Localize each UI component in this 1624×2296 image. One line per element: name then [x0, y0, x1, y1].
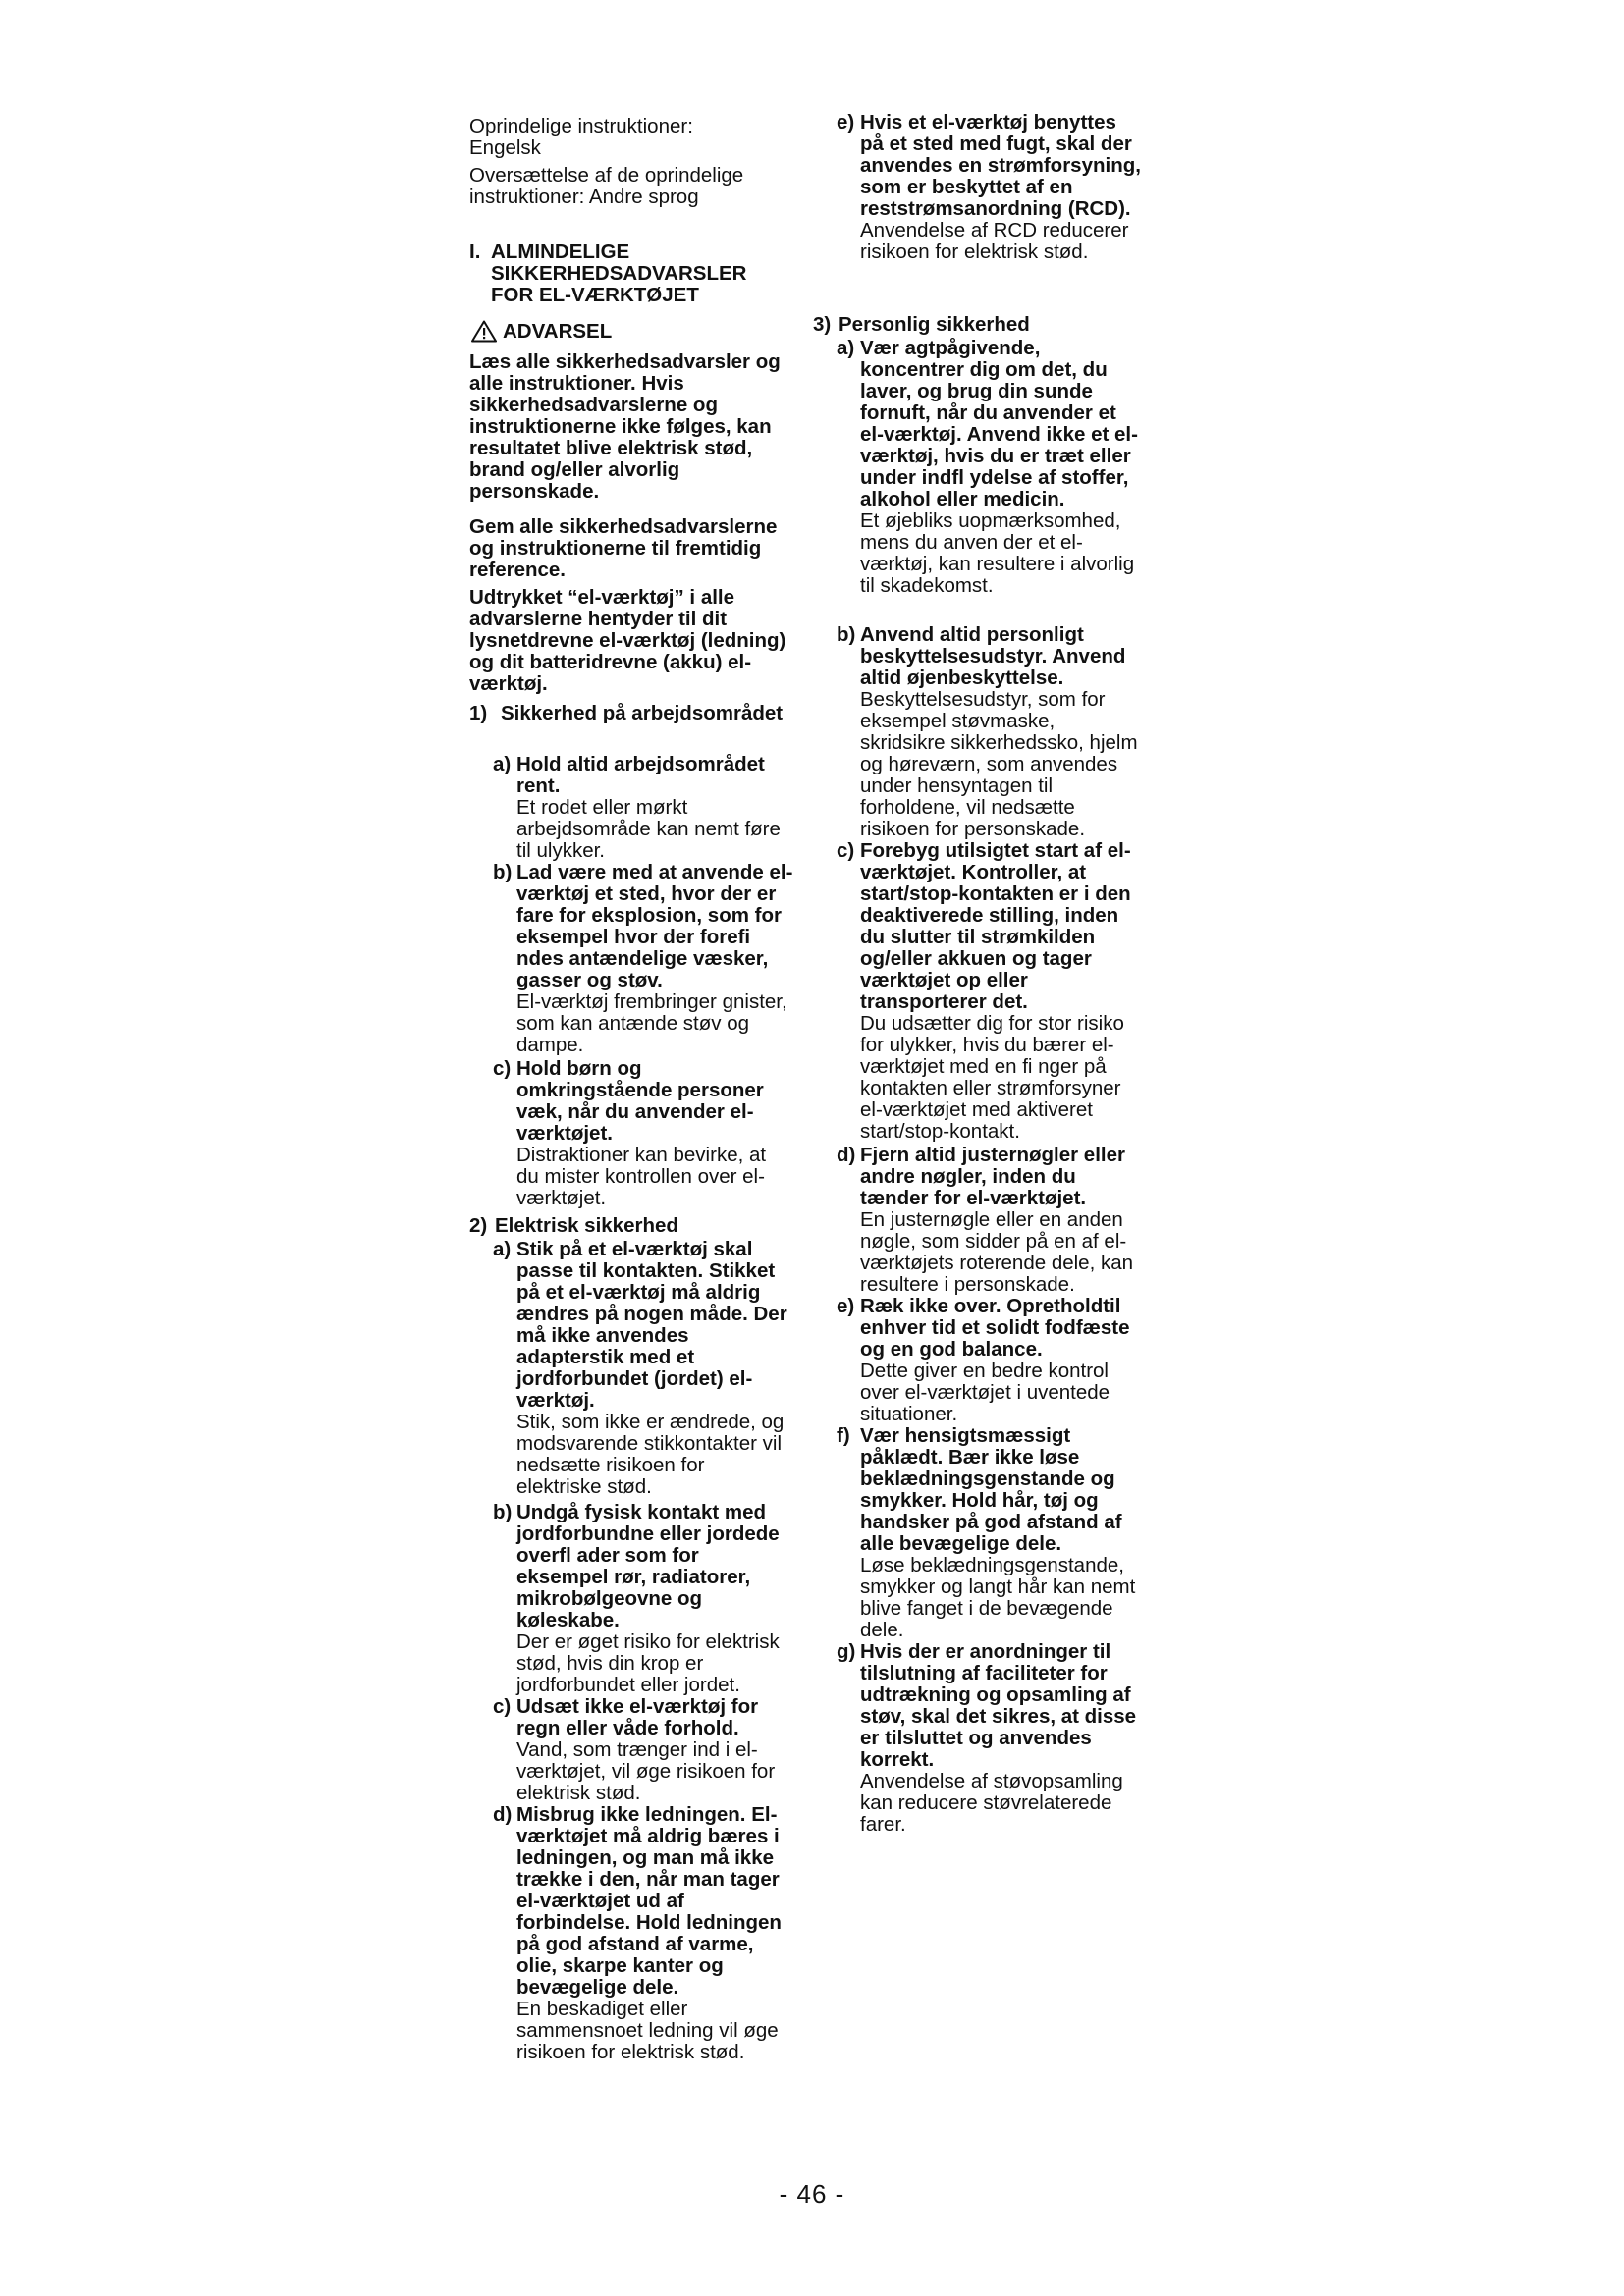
list-item: c) Forebyg utilsigtet start af el-værktøjet. Kontroller, at start/stop-kontakten er i den deaktiverede stilling, inden du slutter til strømkilden og/eller akkuen og tager værktøjet op eller transporterer det. Du udsætter dig for stor risiko for ulykker, hvis du bærer el-værktøjet med en fi nger på kontakten eller strømforsyner el-værktøjet med aktiveret start/stop-kontakt. [837, 840, 1143, 1143]
item-heading: Vær agtpågivende, koncentrer dig om det, du laver, og brug din sunde fornuft, når du anvender et el-værktøj. Anvend ikke et el-værktøj, hvis du er træt eller under indfl ydelse af stoffer, alkohol eller medicin. [860, 337, 1138, 510]
item-heading: Anvend altid personligt beskyttelsesudstyr. Anvend altid øjenbeskyttelse. [860, 623, 1126, 689]
subsection-title: Sikkerhed på arbejdsområdet [501, 702, 784, 724]
list-item: e) Ræk ikke over. Opretholdtil enhver tid et solidt fodfæste og en god balance. Dette giver en bedre kontrol over el-værktøjet i uventede situationer. [837, 1296, 1143, 1425]
list-item: g) Hvis der er anordninger til tilslutning af faciliteter for udtrækning og opsamling af støv, skal det sikres, at disse er tilsluttet og anvendes korrekt. Anvendelse af støvopsamling kan reducere støvrelaterede farer. [837, 1641, 1143, 1836]
warning-label: ADVARSEL [503, 319, 613, 343]
item-note: Et rodet eller mørkt arbejdsområde kan nemt føre til ulykker. [516, 796, 781, 862]
item-heading: Hvis et el-værktøj benyttes på et sted med fugt, skal der anvendes en strømforsyning, som er beskyttet af en reststrømsanordning (RCD). [860, 111, 1141, 220]
intro-paragraph: Læs alle sikkerhedsadvarsler og alle instruktioner. Hvis sikkerhedsadvarslerne og instruktionerne ikke følges, kan resultatet blive elektrisk stød, brand og/eller alvorlig personskade. [469, 350, 781, 503]
item-heading: Udsæt ikke el-værktøj for regn eller våde forhold. [516, 1695, 759, 1739]
section-number: I. [469, 240, 481, 263]
item-heading: Fjern altid justernøgler eller andre nøgler, inden du tænder for el-værktøjet. [860, 1144, 1125, 1209]
warning-triangle-icon [471, 320, 497, 343]
header-line: Oversættelse af de oprindelige instruktioner: Andre sprog [469, 164, 744, 208]
header-line: Oprindelige instruktioner: Engelsk [469, 115, 693, 159]
list-item: b) Anvend altid personligt beskyttelsesudstyr. Anvend altid øjenbeskyttelse. Beskyttelsesudstyr, som for eksempel støvmaske, skridsikre sikkerhedssko, hjelm og høreværn, som anvendes under hensyntagen til forholdene, vil nedsætte risikoen for personskade. [837, 624, 1143, 840]
list-item: b) Undgå fysisk kontakt med jordforbundne eller jordede overfl ader som for eksempel rør, radiatorer, mikrobølgeovne og køleskabe. Der er øget risiko for elektrisk stød, hvis din krop er jordforbundet eller jordet. [493, 1502, 793, 1696]
subsection-title: Elektrisk sikkerhed [495, 1214, 678, 1237]
subsection-2 [469, 1215, 793, 1237]
item-heading: Hold altid arbejdsområdet rent. [516, 753, 765, 797]
subsection-title: Personlig sikkerhed [839, 313, 1030, 336]
item-heading: Forebyg utilsigtet start af el-værktøjet. Kontroller, at start/stop-kontakten er i den deaktiverede stilling, inden du slutter til strømkilden og/eller akkuen og tager værktøjet op eller transporterer det. [860, 839, 1131, 1013]
subsection-number: 1) [469, 702, 488, 724]
item-note: Distraktioner kan bevirke, at du mister kontrollen over el-værktøjet. [516, 1144, 767, 1209]
item-note: El-værktøj frembringer gnister, som kan antænde støv og dampe. [516, 990, 787, 1056]
subsection-number: 2) [469, 1214, 488, 1237]
list-item: a) Hold altid arbejdsområdet rent. Et rodet eller mørkt arbejdsområde kan nemt føre til ulykker. [493, 754, 793, 862]
section-title [469, 241, 793, 306]
subsection-number: 3) [813, 313, 832, 336]
item-note: Beskyttelsesudstyr, som for eksempel støvmaske, skridsikre sikkerhedssko, hjelm og høreværn, som anvendes under hensyntagen til forholdene, vil nedsætte risikoen for personskade. [860, 688, 1138, 840]
item-note: Anvendelse af støvopsamling kan reducere støvrelaterede farer. [860, 1770, 1123, 1836]
item-heading: Stik på et el-værktøj skal passe til kontakten. Stikket på et el-værktøj må aldrig ændres på nogen måde. Der må ikke anvendes adapterstik med et jordforbundet (jordet) el-værktøj. [516, 1238, 787, 1412]
list-item: f) Vær hensigtsmæssigt påklædt. Bær ikke løse beklædningsgenstande og smykker. Hold hår, tøj og handsker på god afstand af alle bevægelige dele. Løse beklædningsgenstande, smykker og langt hår kan nemt blive fanget i de bevægende dele. [837, 1425, 1143, 1641]
item-note: Dette giver en bedre kontrol over el-værktøjet i uventede situationer. [860, 1360, 1110, 1425]
list-item: a) Stik på et el-værktøj skal passe til kontakten. Stikket på et el-værktøj må aldrig ændres på nogen måde. Der må ikke anvendes adapterstik med et jordforbundet (jordet) el-værktøj. Stik, som ikke er ændrede, og modsvarende stikkontakter vil nedsætte risikoen for elektriske stød. [493, 1239, 793, 1498]
item-note: Løse beklædningsgenstande, smykker og langt hår kan nemt blive fanget i de bevægende dele. [860, 1554, 1136, 1641]
section-heading: ALMINDELIGE SIKKERHEDSADVARSLER FOR EL-VÆRKTØJET [491, 240, 747, 306]
item-note: En beskadiget eller sammensnoet ledning vil øge risikoen for elektrisk stød. [516, 1998, 779, 2063]
item-note: En justernøgle eller en anden nøgle, som sidder på en af el-værktøjets roterende dele, kan resultere i personskade. [860, 1208, 1134, 1296]
intro-paragraph: Gem alle sikkerhedsadvarslerne og instruktionerne til fremtidig reference. [469, 515, 778, 581]
list-item: d) Fjern altid justernøgler eller andre nøgler, inden du tænder for el-værktøjet. En justernøgle eller en anden nøgle, som sidder på en af el-værktøjets roterende dele, kan resultere i personskade. [837, 1145, 1143, 1296]
item-heading: Undgå fysisk kontakt med jordforbundne eller jordede overfl ader som for eksempel rør, radiatorer, mikrobølgeovne og køleskabe. [516, 1501, 780, 1631]
subsection-3 [813, 314, 1143, 336]
item-note: Anvendelse af RCD reducerer risikoen for elektrisk stød. [860, 219, 1129, 263]
item-heading: Hold børn og omkringstående personer væk, når du anvender el-værktøjet. [516, 1057, 764, 1145]
item-heading: Lad være med at anvende el-værktøj et sted, hvor der er fare for eksplosion, som for eksempel hvor der forefi ndes antændelige væsker, gasser og støv. [516, 861, 793, 991]
warning-header [471, 320, 612, 343]
item-note: Stik, som ikke er ændrede, og modsvarende stikkontakter vil nedsætte risikoen for elektriske stød. [516, 1411, 785, 1498]
item-heading: Ræk ikke over. Opretholdtil enhver tid et solidt fodfæste og en god balance. [860, 1295, 1130, 1361]
list-item: d) Misbrug ikke ledningen. El-værktøjet må aldrig bæres i ledningen, og man må ikke trække i den, når man tager el-værktøjet ud af forbindelse. Hold ledningen på god afstand af varme, olie, skarpe kanter og bevægelige dele. En beskadiget eller sammensnoet ledning vil øge risikoen for elektrisk stød. [493, 1804, 793, 2063]
list-item: b) Lad være med at anvende el-værktøj et sted, hvor der er fare for eksplosion, som for eksempel hvor der forefi ndes antændelige væsker, gasser og støv. El-værktøj frembringer gnister, som kan antænde støv og dampe. [493, 861, 793, 1056]
list-item: e) Hvis et el-værktøj benyttes på et sted med fugt, skal der anvendes en strømforsyning, som er beskyttet af en reststrømsanordning (RCD). Anvendelse af RCD reducerer risikoen for elektrisk stød. [837, 112, 1143, 263]
item-heading: Misbrug ikke ledningen. El-værktøjet må aldrig bæres i ledningen, og man må ikke trække i den, når man tager el-værktøjet ud af forbindelse. Hold ledningen på god afstand af varme, olie, skarpe kanter og bevægelige dele. [516, 1803, 782, 1999]
item-heading: Vær hensigtsmæssigt påklædt. Bær ikke løse beklædningsgenstande og smykker. Hold hår, tøj og handsker på god afstand af alle bevægelige dele. [860, 1424, 1122, 1555]
subsection-1 [469, 703, 793, 724]
item-heading: Hvis der er anordninger til tilslutning af faciliteter for udtrækning og opsamling af støv, skal det sikres, at disse er tilsluttet og anvendes korrekt. [860, 1640, 1137, 1771]
page-number: - 46 - [779, 2179, 845, 2209]
original-instructions-note [469, 116, 764, 208]
list-item: a) Vær agtpågivende, koncentrer dig om det, du laver, og brug din sunde fornuft, når du anvender et el-værktøj. Anvend ikke et el-værktøj, hvis du er træt eller under indfl ydelse af stoffer, alkohol eller medicin. Et øjebliks uopmærksomhed, mens du anven der et el-værktøj, kan resultere i alvorlig til skadekomst. [837, 338, 1143, 597]
intro-paragraph: Udtrykket “el-værktøj” i alle advarslerne hentyder til dit lysnetdrevne el-værktøj (ledning) og dit batteridrevne (akku) el-værktøj. [469, 586, 786, 695]
item-note: Der er øget risiko for elektrisk stød, hvis din krop er jordforbundet eller jordet. [516, 1630, 780, 1696]
item-note: Et øjebliks uopmærksomhed, mens du anven der et el-værktøj, kan resultere i alvorlig til skadekomst. [860, 509, 1135, 597]
list-item: c) Hold børn og omkringstående personer væk, når du anvender el-værktøjet. Distraktioner kan bevirke, at du mister kontrollen over el-værktøjet. [493, 1058, 793, 1209]
item-note: Du udsætter dig for stor risiko for ulykker, hvis du bærer el-værktøjet med en fi nger på kontakten eller strømforsyner el-værktøjet med aktiveret start/stop-kontakt. [860, 1012, 1124, 1143]
list-item: c) Udsæt ikke el-værktøj for regn eller våde forhold. Vand, som trænger ind i el-værktøjet, vil øge risikoen for elektrisk stød. [493, 1696, 793, 1804]
item-note: Vand, som trænger ind i el-værktøjet, vil øge risikoen for elektrisk stød. [516, 1738, 776, 1804]
